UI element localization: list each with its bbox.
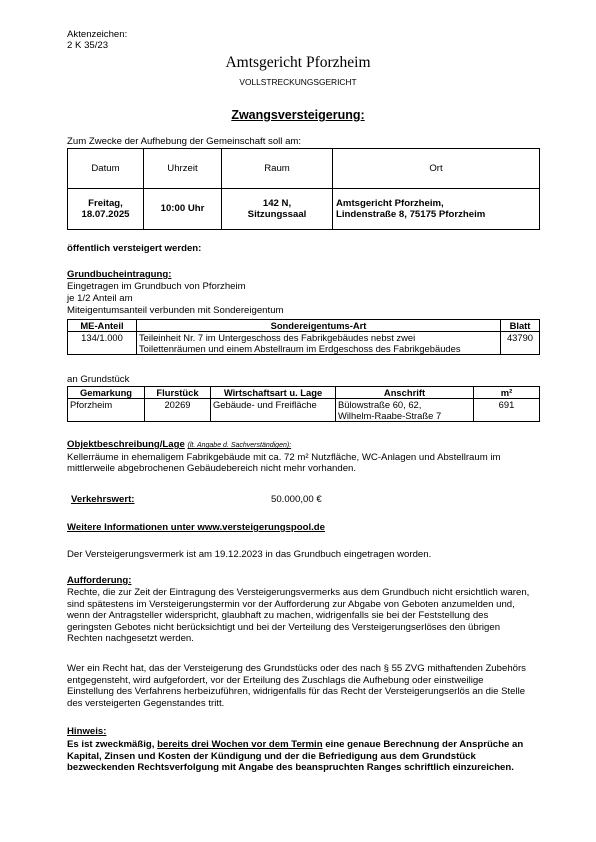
termin-table: [67, 148, 540, 230]
header-wirtschaftsart: Wirtschaftsart u. Lage: [211, 387, 336, 399]
objekt-heading: Objektbeschreibung/Lage: [67, 439, 185, 450]
header-uhrzeit: Uhrzeit: [144, 149, 222, 189]
header-blatt: Blatt: [501, 320, 540, 332]
termin-ort-address: Lindenstraße 8, 75175 Pforzheim: [336, 209, 486, 220]
grundstueck-table: [67, 386, 540, 422]
intro-text: Zum Zwecke der Aufhebung der Gemeinschaft soll am:: [67, 136, 302, 147]
page-title: Zwangsversteigerung:: [231, 108, 365, 122]
header-raum: Raum: [222, 149, 333, 189]
sondereigentums-art-value: Teileinheit Nr. 7 im Untergeschoss des Fabrikgebäudes nebst zwei Toilettenräumen und einem Abstellraum im Erdgeschoss des Fabrikgebäudes: [137, 332, 501, 355]
termin-raum: [222, 189, 333, 230]
anschrift-value: [336, 399, 474, 422]
aufforderung-p2: Wer ein Recht hat, das der Versteigerung des Grundstücks oder des nach § 55 ZVG mithaftenden Zubehörs entgegensteht, wird aufgefordert, vor der Erteilung des Zuschlags die Aufhebung oder einstweilige Einstellung des Verfahrens herbeizuführen, widrigenfalls für das Recht der Versteigerungserlös an die Stelle des versteigerten Gegenstandes tritt.: [67, 663, 526, 709]
court-name: Amtsgericht Pforzheim: [225, 54, 371, 71]
termin-datum: [68, 189, 144, 230]
hinweis-text: [67, 739, 529, 774]
aktenzeichen-label: Aktenzeichen:: [67, 29, 128, 40]
grundbuch-heading: Grundbucheintragung:: [67, 269, 172, 280]
header-flaeche: m²: [474, 387, 540, 399]
objekt-text: Kellerräume in ehemaligem Fabrikgebäude mit ca. 72 m² Nutzfläche, WC-Anlagen und Abstellraum im mittlerweile abgebrochenen Gebäudebereich nicht mehr vorhanden.: [67, 452, 501, 475]
grundbuch-line2: je 1/2 Anteil am: [67, 293, 133, 304]
wirtschaftsart-value: Gebäude- und Freifläche: [211, 399, 336, 422]
termin-ort-name: Amtsgericht Pforzheim,: [336, 197, 444, 209]
sondereigentum-header-row: [68, 320, 540, 332]
termin-weekday: Freitag,: [88, 197, 123, 209]
termin-ort: [333, 189, 540, 230]
header-flurstueck: Flurstück: [145, 387, 211, 399]
an-grundstueck: an Grundstück: [67, 374, 130, 385]
aufforderung-heading: Aufforderung:: [67, 575, 132, 586]
hinweis-heading: Hinweis:: [67, 726, 107, 737]
me-anteil-value: 134/1.000: [68, 332, 137, 355]
termin-date: 18.07.2025: [81, 209, 130, 220]
header-ort: Ort: [333, 149, 540, 189]
verkehrswert-value: 50.000,00 €: [271, 494, 322, 505]
termin-uhrzeit: 10:00 Uhr: [144, 189, 222, 230]
termin-raum-nr: 142 N,: [262, 197, 292, 209]
grundstueck-row: [68, 399, 540, 422]
header-me-anteil: ME-Anteil: [68, 320, 137, 332]
objekt-heading-note: (lt. Angabe d. Sachverständigen):: [187, 442, 292, 449]
flurstueck-value: 20269: [145, 399, 211, 422]
aufforderung-p1: Rechte, die zur Zeit der Eintragung des Versteigerungsvermerks aus dem Grundbuch nicht ersichtlich waren, sind spätestens im Versteigerungstermin vor der Aufforderung zur Abgabe von Geboten anzumelden und, wenn der Antragsteller widerspricht, glaubhaft zu machen, widrigenfalls sie bei der Feststellung des geringsten Gebotes nicht berücksichtigt und bei der Verteilung des Versteigerungserlöses den übrigen Rechten nachgesetzt werden.: [67, 587, 530, 644]
sondereigentum-table: [67, 319, 540, 355]
header-anschrift: Anschrift: [336, 387, 474, 399]
aktenzeichen-block: [67, 29, 127, 52]
hinweis-post: eine genaue Berechnung der Ansprüche an Kapital, Zinsen und Kosten der Kündigung und der die Befriedigung aus dem Grundstück bezweckenden Rechtsverfolgung mit Angabe des beanspruchten Ranges schriftlich einzureichen.: [67, 739, 524, 773]
header-gemarkung: Gemarkung: [68, 387, 145, 399]
grundbuch-line1: Eingetragen im Grundbuch von Pforzheim: [67, 281, 246, 292]
flaeche-value: 691: [474, 399, 540, 422]
termin-value-row: [68, 189, 540, 230]
hinweis-pre: Es ist zweckmäßig,: [67, 739, 158, 750]
anschrift-line2: Wilhelm-Raabe-Straße 7: [338, 410, 442, 422]
termin-raum-name: Sitzungssaal: [247, 209, 307, 220]
verkehrswert-label: Verkehrswert:: [71, 494, 135, 505]
header-sondereigentums-art: Sondereigentums-Art: [137, 320, 501, 332]
grundbuch-line3: Miteigentumsanteil verbunden mit Sondereigentum: [67, 305, 284, 316]
gemarkung-value: Pforzheim: [68, 399, 145, 422]
weitere-informationen: Weitere Informationen unter www.versteigerungspool.de: [67, 522, 326, 533]
grundstueck-header-row: [68, 387, 540, 399]
court-subtitle: VOLLSTRECKUNGSGERICHT: [239, 77, 357, 87]
hinweis-underlined: bereits drei Wochen vor dem Termin: [157, 739, 323, 750]
versteigert-text: öffentlich versteigert werden:: [67, 243, 202, 254]
anschrift-line1: Bülowstraße 60, 62,: [338, 399, 422, 411]
sondereigentum-row: [68, 332, 540, 355]
vermerk-text: Der Versteigerungsvermerk ist am 19.12.2023 in das Grundbuch eingetragen worden.: [67, 549, 432, 560]
objekt-heading-line: [67, 439, 291, 450]
blatt-value: 43790: [501, 332, 540, 355]
termin-header-row: [68, 149, 540, 189]
aktenzeichen-value: 2 K 35/23: [67, 40, 109, 52]
header-datum: Datum: [68, 149, 144, 189]
